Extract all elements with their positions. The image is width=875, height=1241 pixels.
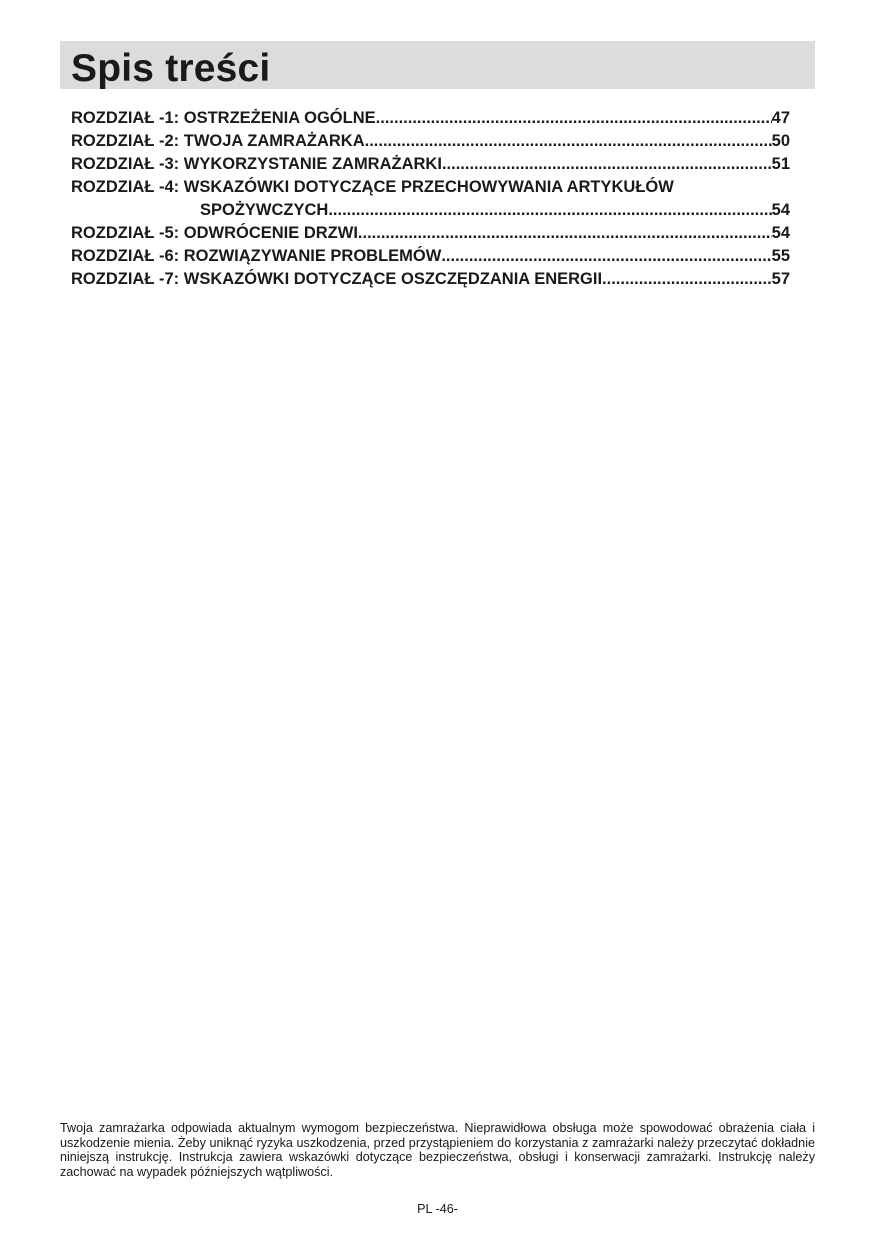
toc-chapter-title: ROZWIĄZYWANIE PROBLEMÓW	[183, 247, 442, 265]
toc-entry-5[interactable]	[71, 222, 790, 245]
toc-entry-2[interactable]	[71, 130, 790, 153]
toc-chapter-title: WSKAZÓWKI DOTYCZĄCE PRZECHOWYWANIA ARTYKUŁÓW	[183, 178, 674, 196]
toc-page-number: 55	[771, 247, 790, 265]
toc-chapter-title-continued: SPOŻYWCZYCH	[200, 201, 329, 219]
toc-chapter-prefix: ROZDZIAŁ -7:	[71, 270, 184, 288]
toc-chapter-title: OSTRZEŻENIA OGÓLNE	[183, 109, 376, 127]
toc-chapter-prefix: ROZDZIAŁ -1:	[71, 109, 184, 127]
toc-entry-label	[71, 153, 442, 176]
toc-entry-label	[71, 130, 365, 153]
toc-entry-label	[71, 245, 441, 268]
toc-leader-dots	[365, 130, 772, 153]
toc-page-number: 47	[771, 109, 790, 127]
toc-entry-label	[71, 107, 376, 130]
toc-entry-label	[71, 268, 602, 291]
toc-chapter-prefix: ROZDZIAŁ -3:	[71, 155, 184, 173]
toc-chapter-title: WYKORZYSTANIE ZAMRAŻARKI	[183, 155, 442, 173]
toc-chapter-title: WSKAZÓWKI DOTYCZĄCE OSZCZĘDZANIA ENERGII	[183, 270, 603, 288]
toc-leader-dots	[328, 199, 771, 222]
toc-entry-label	[71, 176, 674, 199]
toc-leader-dots	[441, 245, 771, 268]
toc-chapter-prefix: ROZDZIAŁ -6:	[71, 247, 184, 265]
toc-leader-dots	[376, 107, 772, 130]
safety-notice: Twoja zamrażarka odpowiada aktualnym wymogom bezpieczeństwa. Nieprawidłowa obsługa może spowodować obrażenia ciała i uszkodzenie mienia. Żeby uniknąć ryzyka uszkodzenia, przed przystąpieniem do korzystania z zamrażarki należy przeczytać dokładnie niniejszą instrukcję. Instrukcja zawiera wskazówki dotyczące bezpieczeństwa, obsługi i konserwacji zamrażarki. Instrukcję należy zachować na wypadek późniejszych wątpliwości.	[60, 1121, 815, 1179]
toc-leader-dots	[358, 222, 772, 245]
toc-entry-7[interactable]	[71, 268, 790, 291]
toc-page-number: 54	[771, 224, 790, 242]
page-footer-number: PL -46-	[417, 1202, 458, 1216]
toc-entry-3[interactable]	[71, 153, 790, 176]
toc-entry-label	[71, 222, 358, 245]
title-bar	[60, 41, 815, 89]
table-of-contents	[71, 107, 790, 291]
toc-page-number: 54	[771, 201, 790, 219]
toc-leader-dots	[602, 268, 772, 291]
toc-page-number: 51	[771, 155, 790, 173]
toc-page-number: 57	[771, 270, 790, 288]
toc-leader-dots	[442, 153, 772, 176]
toc-chapter-prefix: ROZDZIAŁ -5:	[71, 224, 184, 242]
toc-chapter-title: TWOJA ZAMRAŻARKA	[183, 132, 365, 150]
toc-chapter-prefix: ROZDZIAŁ -2:	[71, 132, 184, 150]
toc-entry-1[interactable]	[71, 107, 790, 130]
toc-page-number: 50	[771, 132, 790, 150]
page-title: Spis treści	[71, 47, 271, 90]
toc-entry-6[interactable]	[71, 245, 790, 268]
toc-chapter-title: ODWRÓCENIE DRZWI	[183, 224, 358, 242]
toc-entry-4[interactable]	[71, 176, 790, 222]
toc-chapter-prefix: ROZDZIAŁ -4:	[71, 178, 184, 196]
